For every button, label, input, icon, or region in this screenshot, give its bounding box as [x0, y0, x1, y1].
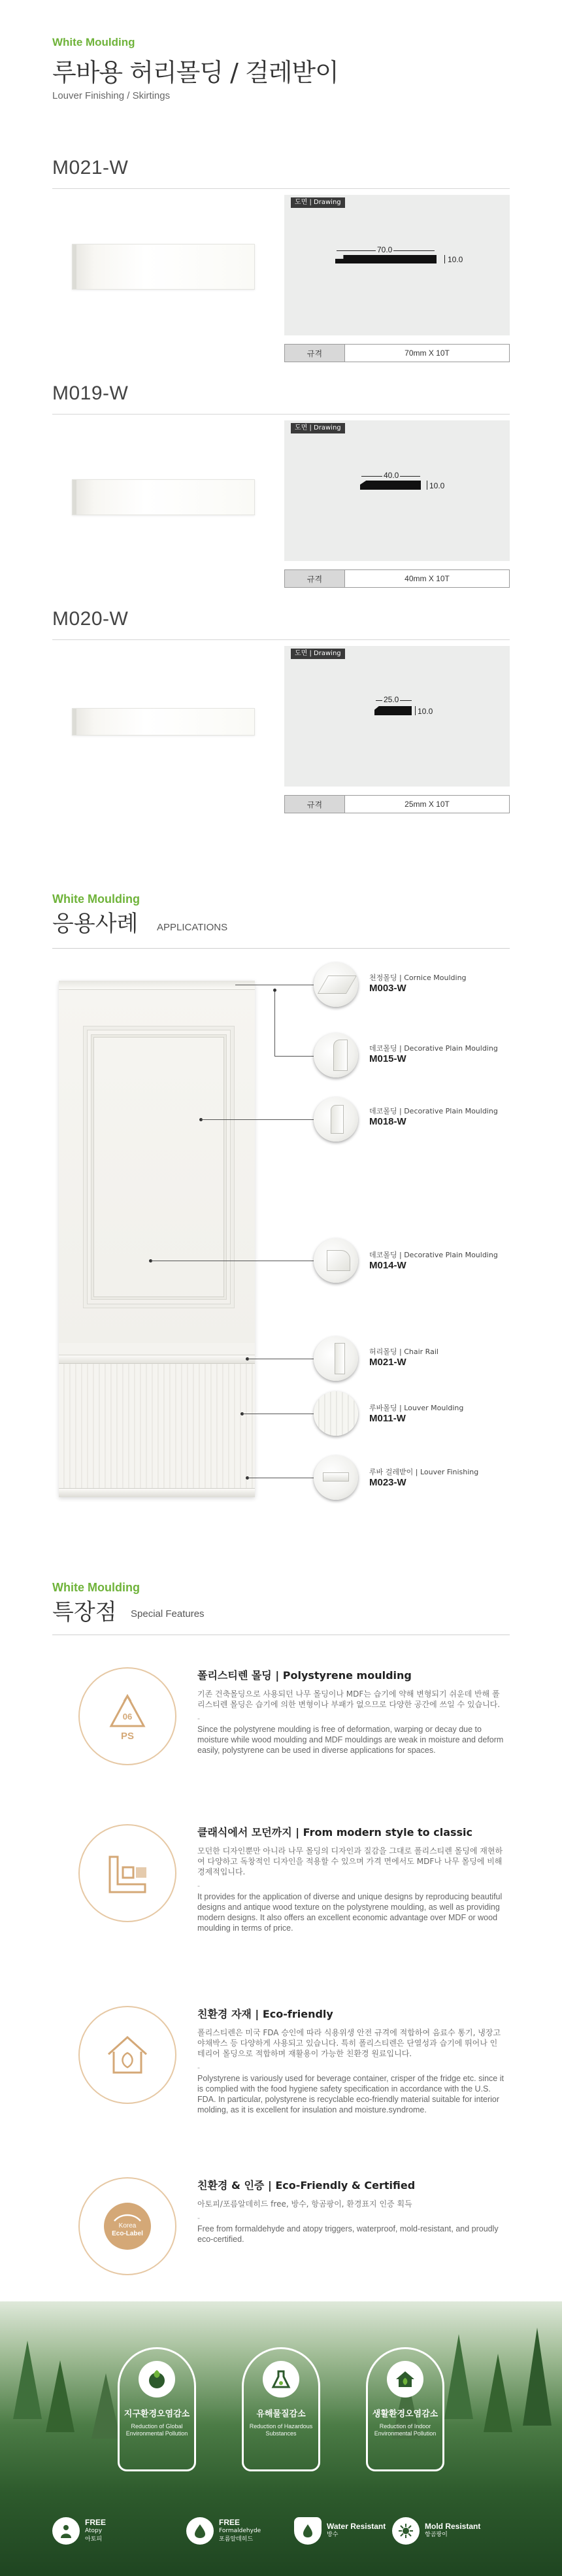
- feature-icon-circle: [78, 1824, 176, 1922]
- badge-text: [425, 2522, 480, 2539]
- application-label: [369, 1347, 438, 1368]
- spec-value: 70mm X 10T: [345, 345, 509, 362]
- divider: [52, 188, 510, 189]
- application-code: M003-W: [369, 983, 406, 994]
- section-brand: White Moulding: [52, 892, 140, 906]
- spec-row: [284, 344, 510, 362]
- feature-icon-circle: [78, 2006, 176, 2104]
- width-dimension: 40.0: [384, 471, 399, 480]
- application-code: M011-W: [369, 1413, 406, 1424]
- callout-line: [274, 991, 275, 1056]
- skirting: [59, 1488, 255, 1497]
- recycle-ps-icon: [98, 1687, 157, 1746]
- application-label: [369, 973, 467, 994]
- eco-label-icon: [95, 2194, 160, 2259]
- brand-label: White Moulding: [52, 36, 135, 48]
- feature-desc-en: Polystyrene is variously used for beverage container, crisper of the fridge etc. since it is complied with the food hygiene safety specification in accordance with the U.S. FDA. In particular, polystyrene is recyclable eco-friendly material suitable for interior molding, as it is excellent for insulation and moisture.syndrome.: [197, 2074, 504, 2114]
- icon-label: Korea: [118, 2222, 137, 2229]
- tree-decor: [13, 2341, 42, 2419]
- spec-key: 규격: [285, 796, 345, 813]
- drawing-tag: 도면 | Drawing: [291, 649, 345, 659]
- application-type: 데코몰딩 | Decorative Plain Moulding: [369, 1251, 498, 1259]
- profile-shape: [360, 481, 421, 490]
- icon-number: 06: [122, 1712, 133, 1721]
- badge-sub: Formaldehyde: [219, 2527, 261, 2534]
- callout-line: [201, 1119, 314, 1120]
- cert-title: 생활환경오염감소: [372, 2409, 438, 2419]
- moulding-thumbnail: [314, 1238, 358, 1283]
- badge-sub-ko: 아토피: [85, 2535, 103, 2543]
- badge-title: Water Resistant: [327, 2522, 386, 2531]
- moulding-thumbnail: [314, 962, 358, 1007]
- product-code: M021-W: [52, 157, 129, 178]
- spec-key: 규격: [285, 570, 345, 587]
- application-label: [369, 1467, 478, 1488]
- height-dimension: 10.0: [418, 707, 433, 716]
- callout-line: [274, 1056, 314, 1057]
- spec-value: 40mm X 10T: [345, 570, 509, 587]
- application-type: 루바몰딩 | Louver Moulding: [369, 1404, 464, 1412]
- moulding-thumbnail: [314, 1097, 358, 1142]
- application-label: [369, 1106, 498, 1127]
- atopy-free-icon: [52, 2517, 80, 2545]
- drawing-panel: [284, 646, 510, 787]
- application-label: [369, 1043, 498, 1064]
- feature-desc-ko: 모던한 디자인뿐만 아니라 나무 몰딩의 디자인과 질감을 그대로 폴리스티렌 몰딩에 재현하여 다양하고 독창적인 디자인을 적용할 수 있으며 가격 면에서도 MDF나 나무 몰딩에 비해 경제적입니다.: [197, 1846, 503, 1876]
- page-subtitle: Louver Finishing / Skirtings: [52, 90, 171, 101]
- feature-desc-ko: 폴리스티렌은 미국 FDA 승인에 따라 식용위생 안전 규격에 적합하여 음료수 통기, 냉장고 야채박스 등 다양하게 사용되고 있습니다. 특히 폴리스티렌은 단열성과 습기에 뛰어나 인테리어 몰딩으로 적합하며 재활용이 가능한 친환경 원료입니다.: [197, 2028, 501, 2058]
- height-dimension: 10.0: [429, 481, 445, 490]
- moulding-image: [72, 708, 255, 736]
- water-resistant-icon: [294, 2517, 322, 2545]
- profile-shape: [335, 255, 437, 263]
- louver-panel: [59, 1364, 255, 1488]
- drawing-panel: [284, 420, 510, 561]
- badge-title: FREE: [85, 2517, 107, 2527]
- application-wall-image: [59, 981, 255, 1497]
- cert-desc: Reduction of Global Environmental Pollution: [125, 2423, 188, 2437]
- section-title-en: APPLICATIONS: [157, 922, 228, 933]
- badge-text: [219, 2518, 261, 2544]
- feature-desc-en: It provides for the application of diverse and unique designs by reproducing beautiful designs and antique wood texture on the polystyrene moulding, as well as providing modern designs. It also offers an excellent economic advantage over MDF or wood moulding in terms of price.: [197, 1892, 503, 1933]
- drawing-panel: [284, 195, 510, 335]
- chair-rail: [59, 1355, 255, 1364]
- moulding-thumbnail: [314, 1336, 358, 1381]
- section-divider: [52, 948, 510, 949]
- tree-decor: [523, 2328, 552, 2426]
- moulding-thumbnail: [314, 1033, 358, 1077]
- height-dimension: 10.0: [448, 255, 463, 264]
- product-code: M019-W: [52, 382, 129, 404]
- tree-decor: [484, 2354, 512, 2432]
- badge-title: FREE: [219, 2517, 240, 2527]
- dimension-line: [444, 255, 445, 263]
- spec-key: 규격: [285, 345, 345, 362]
- divider: [52, 414, 510, 415]
- moulding-image: [72, 479, 255, 515]
- badge-text: [327, 2522, 386, 2539]
- feature-icon-circle: [78, 1667, 176, 1765]
- product-card-m019: [52, 382, 510, 598]
- section-title-en: Special Features: [131, 1608, 205, 1619]
- application-code: M014-W: [369, 1260, 406, 1271]
- cert-badge: [118, 2347, 196, 2471]
- application-code: M023-W: [369, 1477, 406, 1488]
- cert-title: 유해물질감소: [256, 2409, 306, 2419]
- drawing-tag: 도면 | Drawing: [291, 423, 345, 433]
- application-type: 허리몰딩 | Chair Rail: [369, 1347, 438, 1356]
- badge-sub: Atopy: [85, 2527, 103, 2534]
- application-type: 천정몰딩 | Cornice Moulding: [369, 974, 467, 982]
- separator: -: [197, 2213, 200, 2222]
- cert-desc: Reduction of Hazardous Substances: [249, 2423, 313, 2437]
- feature-icon-circle: [78, 2177, 176, 2275]
- feature-title: 폴리스티렌 몰딩 | Polystyrene moulding: [197, 1669, 412, 1682]
- section-title: 응용사례: [52, 911, 139, 937]
- separator: -: [197, 2063, 200, 2072]
- product-photo: [52, 646, 284, 787]
- section-title: 특장점: [52, 1599, 117, 1625]
- badge-sub: 항곰팡이: [425, 2532, 448, 2538]
- cert-title: 지구환경오염감소: [124, 2409, 190, 2419]
- badge-sub: 방수: [327, 2532, 339, 2538]
- feature-desc-ko: 아토피/포름알데히드 free, 방수, 항곰팡이, 환경표지 인증 획득: [197, 2199, 412, 2209]
- feature-desc-en: Free from formaldehyde and atopy triggers, waterproof, mold-resistant, and proudly eco-certified.: [197, 2224, 499, 2244]
- cert-desc: Reduction of Indoor Environmental Pollution: [374, 2423, 437, 2437]
- tree-decor: [444, 2334, 473, 2419]
- badge-title: Mold Resistant: [425, 2522, 481, 2531]
- tree-decor: [46, 2360, 74, 2432]
- flask-icon: [263, 2361, 299, 2398]
- cert-badge: [242, 2347, 320, 2471]
- application-label: [369, 1250, 498, 1271]
- feature-desc-ko: 기존 건축몰딩으로 사용되던 나무 몰딩이나 MDF는 습기에 약해 변형되기 쉬운데 반해 폴리스티렌 몰딩은 습기에 의한 변형이나 부패가 없으므로 다양한 공간에 쓰일 수 있습니다.: [197, 1689, 501, 1709]
- moulding-profile-icon: [98, 1844, 157, 1903]
- moulding-thumbnail: [314, 1391, 358, 1436]
- application-type: 루바 걸레받이 | Louver Finishing: [369, 1468, 479, 1476]
- dimension-line: [415, 706, 416, 715]
- product-photo: [52, 195, 284, 335]
- feature-text: [197, 1667, 504, 1755]
- page-title: 루바용 허리몰딩 / 걸레받이: [52, 58, 339, 87]
- badge-text: [85, 2518, 106, 2544]
- badge-formaldehyde-free: [186, 2517, 261, 2545]
- icon-label: PS: [120, 1731, 135, 1742]
- application-type: 데코몰딩 | Decorative Plain Moulding: [369, 1107, 498, 1115]
- badge-mold-resistant: [392, 2517, 480, 2545]
- feature-desc-en: Since the polystyrene moulding is free of deformation, warping or decay due to moisture while wood moulding and MDF mouldings are weak in moisture and deform easily, polystyrene can be used in diverse applications for spaces.: [197, 1725, 504, 1755]
- cornice: [59, 981, 255, 990]
- formaldehyde-free-icon: [186, 2517, 214, 2545]
- section-brand: White Moulding: [52, 1581, 140, 1594]
- application-code: M018-W: [369, 1116, 406, 1127]
- spec-row: [284, 795, 510, 813]
- feature-text: [197, 2177, 504, 2245]
- product-photo: [52, 420, 284, 561]
- earth-icon: [139, 2361, 175, 2398]
- product-card-m021: [52, 157, 510, 373]
- tree-decor: [91, 2373, 120, 2439]
- application-type: 데코몰딩 | Decorative Plain Moulding: [369, 1044, 498, 1053]
- feature-title: 친환경 자재 | Eco-friendly: [197, 2008, 333, 2020]
- separator: -: [197, 1714, 200, 1723]
- feature-text: [197, 2006, 504, 2115]
- spec-value: 25mm X 10T: [345, 796, 509, 813]
- feature-title: 친환경 & 인증 | Eco-Friendly & Certified: [197, 2179, 416, 2192]
- panel-frame-inner: [91, 1035, 226, 1299]
- badge-atopy-free: [52, 2517, 106, 2545]
- feature-text: [197, 1824, 504, 1933]
- moulding-image: [72, 244, 255, 290]
- application-code: M015-W: [369, 1053, 406, 1064]
- profile-shape: [374, 706, 412, 715]
- eco-house-icon: [98, 2025, 157, 2084]
- house-icon: [387, 2361, 423, 2398]
- badge-sub-ko: 포름알데히드: [219, 2535, 254, 2543]
- callout-dot: [273, 989, 276, 992]
- spec-row: [284, 569, 510, 588]
- product-code: M020-W: [52, 608, 129, 630]
- feature-title: 클래식에서 모던까지 | From modern style to classic: [197, 1826, 473, 1839]
- certification-banner: [0, 2301, 562, 2576]
- moulding-thumbnail: [314, 1455, 358, 1500]
- width-dimension: 25.0: [384, 695, 399, 704]
- width-dimension: 70.0: [377, 245, 393, 254]
- badge-water-resistant: [294, 2517, 386, 2545]
- icon-label: Eco-Label: [112, 2230, 143, 2237]
- application-code: M021-W: [369, 1357, 406, 1368]
- mold-resistant-icon: [392, 2517, 420, 2545]
- product-card-m020: [52, 608, 510, 824]
- application-label: [369, 1403, 463, 1424]
- cert-badge: [366, 2347, 444, 2471]
- divider: [52, 639, 510, 640]
- separator: -: [197, 1881, 200, 1890]
- drawing-tag: 도면 | Drawing: [291, 197, 345, 208]
